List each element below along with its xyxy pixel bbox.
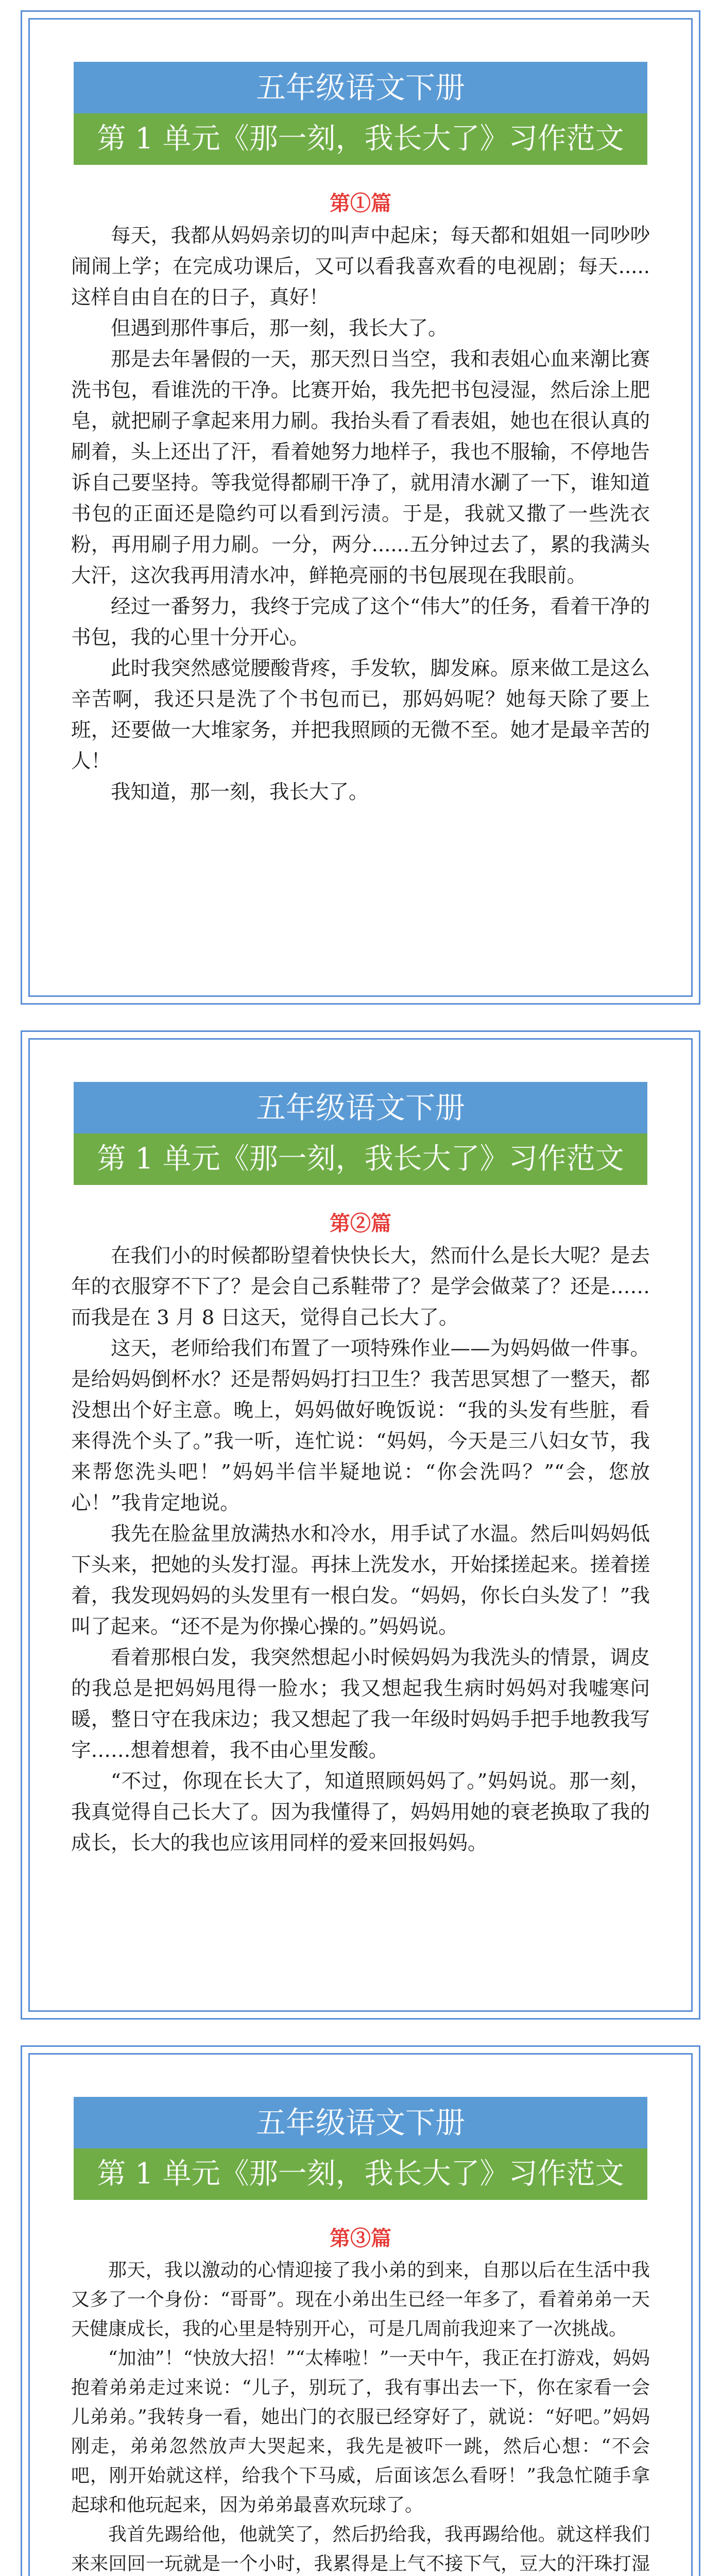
paragraph: 此时我突然感觉腰酸背疼，手发软，脚发麻。原来做工是这么辛苦啊，我还只是洗了个书包而已，那妈妈呢？她每天除了要上班，还要做一大堆家务，并把我照顾的无微不至。她才是最辛苦的人！: [71, 657, 650, 773]
paragraph: 在我们小的时候都盼望着快快长大，然而什么是长大呢？是去年的衣服穿不下了？是会自己系鞋带了？是学会做菜了？还是……而我是在 3 月 8 日这天，觉得自己长大了。: [71, 1244, 650, 1329]
grade-banner: 五年级语文下册: [74, 2097, 647, 2148]
paragraph: 这天，老师给我们布置了一项特殊作业——为妈妈做一件事。是给妈妈倒杯水？还是帮妈妈打扫卫生？我苦思冥想了一整天，都没想出个好主意。晚上，妈妈做好晚饭说：“我的头发有些脏，看来得洗个头了。”我一听，连忙说：“妈妈，今天是三八妇女节，我来帮您洗头吧！”妈妈半信半疑地说：“你会洗吗？”“会，您放心！”我肯定地说。: [71, 1337, 650, 1515]
essay-card-1: [21, 10, 700, 1005]
paragraph: 每天，我都从妈妈亲切的叫声中起床；每天都和姐姐一同吵吵闹闹上学；在完成功课后，又可以看我喜欢看的电视剧；每天.....这样自由自在的日子，真好！: [71, 224, 650, 309]
paragraph: 我先在脸盆里放满热水和冷水，用手试了水温。然后叫妈妈低下头来，把她的头发打湿。再抹上洗发水，开始揉搓起来。搓着搓着，我发现妈妈的头发里有一根白发。“妈妈，你长白头发了！”我叫了起来。“还不是为你操心操的。”妈妈说。: [71, 1522, 650, 1638]
grade-banner: 五年级语文下册: [74, 1082, 647, 1133]
essay-body: [71, 221, 650, 808]
essay-title: 第①篇: [330, 191, 391, 215]
paragraph: 那天，我以激动的心情迎接了我小弟的到来，自那以后在生活中我又多了一个身份：“哥哥”。现在小弟出生已经一年多了，看着弟弟一天天健康成长，我的心里是特别开心，可是几周前我迎来了一次挑战。: [71, 2260, 650, 2340]
card-frame: [28, 2053, 693, 2576]
card-frame: [28, 18, 693, 997]
paragraph: 我知道，那一刻，我长大了。: [111, 781, 369, 804]
grade-banner: 五年级语文下册: [74, 62, 647, 113]
essay-title: 第②篇: [330, 1211, 391, 1235]
unit-banner: 第 1 单元《那一刻，我长大了》习作范文: [74, 2148, 647, 2200]
paragraph: “不过，你现在长大了，知道照顾妈妈了。”妈妈说。那一刻，我真觉得自己长大了。因为我懂得了，妈妈用她的衰老换取了我的成长，长大的我也应该用同样的爱来回报妈妈。: [71, 1770, 650, 1855]
essay-title: 第③篇: [330, 2226, 391, 2250]
paragraph: 看着那根白发，我突然想起小时候妈妈为我洗头的情景，调皮的我总是把妈妈甩得一脸水；我又想起我生病时妈妈对我嘘寒问暖，整日守在我床边；我又想起了我一年级时妈妈手把手地教我写字……想着想着，我不由心里发酸。: [71, 1646, 650, 1762]
essay-card-2: [21, 1030, 700, 2020]
paragraph: “加油”！“快放大招！”“太棒啦！”一天中午，我正在打游戏，妈妈抱着弟弟走过来说：“儿子，别玩了，我有事出去一下，你在家看一会儿弟弟。”我转身一看，她出门的衣服已经穿好了，就说：“好吧。”妈妈刚走，弟弟忽然放声大哭起来，我先是被吓一跳，然后心想：“不会吧，刚开始就这样，给我个下马威，后面该怎么看呀！”我急忙随手拿起球和他玩起来，因为弟弟最喜欢玩球了。: [71, 2348, 650, 2516]
unit-banner: 第 1 单元《那一刻，我长大了》习作范文: [74, 113, 647, 165]
essay-body: [71, 1241, 650, 1859]
paragraph: 那是去年暑假的一天，那天烈日当空，我和表姐心血来潮比赛洗书包，看谁洗的干净。比赛开始，我先把书包浸湿，然后涂上肥皂，就把刷子拿起来用力刷。我抬头看了看表姐，她也在很认真的刷着，头上还出了汗，看着她努力地样子，我也不服输，不停地告诉自己要坚持。等我觉得都刷干净了，就用清水涮了一下，谁知道书包的正面还是隐约可以看到污渍。于是，我就又撒了一些洗衣粉，再用刷子用力刷。一分，两分......五分钟过去了，累的我满头大汗，这次我再用清水冲，鲜艳亮丽的书包展现在我眼前。: [71, 348, 650, 587]
card-frame: [28, 1038, 693, 2012]
paragraph: 经过一番努力，我终于完成了这个“伟大”的任务，看着干净的书包，我的心里十分开心。: [71, 595, 650, 649]
essay-card-3: [21, 2045, 700, 2576]
paragraph: 但遇到那件事后，那一刻，我长大了。: [111, 317, 448, 340]
unit-banner: 第 1 单元《那一刻，我长大了》习作范文: [74, 1133, 647, 1185]
paragraph: 我首先踢给他，他就笑了，然后扔给我，我再踢给他。就这样我们来来回回一玩就是一个小时，我累得是上气不接下气，豆大的汗珠打湿: [71, 2524, 650, 2574]
essay-body: [71, 2256, 650, 2576]
